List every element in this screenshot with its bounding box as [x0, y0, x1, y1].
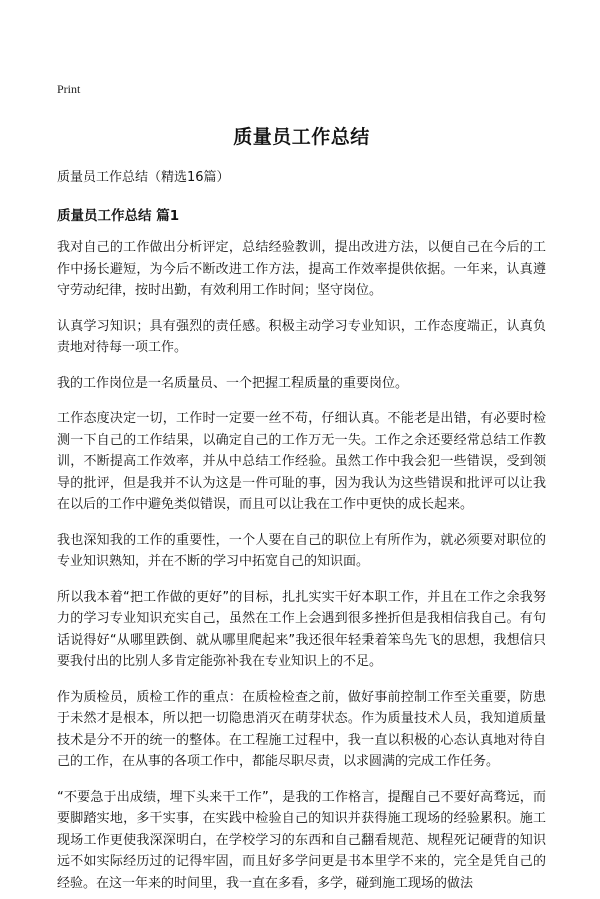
paragraph: “不要急于出成绩，埋下头来干工作”，是我的工作格言，提醒自己不要好高骛远，而要脚踏实地，多干实事，在实践中检验自己的知识并获得施工现场的经验累积。施工现场工作更使我深深明白，在学校学习的东西和自己翻看规范、规程死记硬背的知识远不如实际经历过的记得牢固，而且好多学问更是书本里学不来的，完全是凭自己的经验。在这一年来的时间里，我一直在多看，多学，碰到施工现场的做法: [57, 789, 546, 891]
paragraph: 我的工作岗位是一名质量员、一个把握工程质量的重要岗位。: [57, 375, 409, 391]
paragraph: 所以我本着“把工作做的更好”的目标，扎扎实实干好本职工作，并且在工作之余我努力的学习专业知识充实自己，虽然在工作上会遇到很多挫折但是我相信我自己。有句话说得好“从哪里跌倒、就从哪里爬起来”我还很年轻秉着笨鸟先飞的思想，我想信只要我付出的比别人多肯定能弥补我在专业知识上的不足。: [57, 589, 546, 669]
paragraph: 我对自己的工作做出分析评定，总结经验教训，提出改进方法，以便自己在今后的工作中扬长避短，为今后不断改进工作方法，提高工作效率提供依据。一年来，认真遵守劳动纪律，按时出勤，有效利用工作时间；坚守岗位。: [57, 240, 546, 298]
document-title: 质量员工作总结: [233, 126, 370, 148]
print-link[interactable]: Print: [57, 82, 81, 96]
document-subtitle: 质量员工作总结（精选16篇）: [57, 170, 230, 185]
section-heading: 质量员工作总结 篇1: [57, 208, 180, 224]
paragraph: 认真学习知识；具有强烈的责任感。积极主动学习专业知识，工作态度端正，认真负责地对待每一项工作。: [57, 318, 546, 355]
paragraph: 作为质检员，质检工作的重点：在质检检查之前，做好事前控制工作至关重要，防患于未然才是根本，所以把一切隐患消灭在萌芽状态。作为质量技术人员，我知道质量技术是分不开的统一的整体。在工程施工过程中，我一直以积极的心态认真地对待自己的工作，在从事的各项工作中，都能尽职尽责，以求圆满的完成工作任务。: [57, 689, 546, 769]
paragraph: 工作态度决定一切，工作时一定要一丝不苟，仔细认真。不能老是出错，有必要时检测一下自己的工作结果，以确定自己的工作万无一失。工作之余还要经常总结工作教训，不断提高工作效率，并从中总结工作经验。虽然工作中我会犯一些错误，受到领导的批评，但是我并不认为这是一件可耻的事，因为我认为这些错误和批评可以让我在以后的工作中避免类似错误，而且可以让我在工作中更快的成长起来。: [57, 411, 546, 512]
paragraph: 我也深知我的工作的重要性，一个人要在自己的职位上有所作为，就必须要对职位的专业知识熟知，并在不断的学习中拓宽自己的知识面。: [57, 532, 546, 569]
